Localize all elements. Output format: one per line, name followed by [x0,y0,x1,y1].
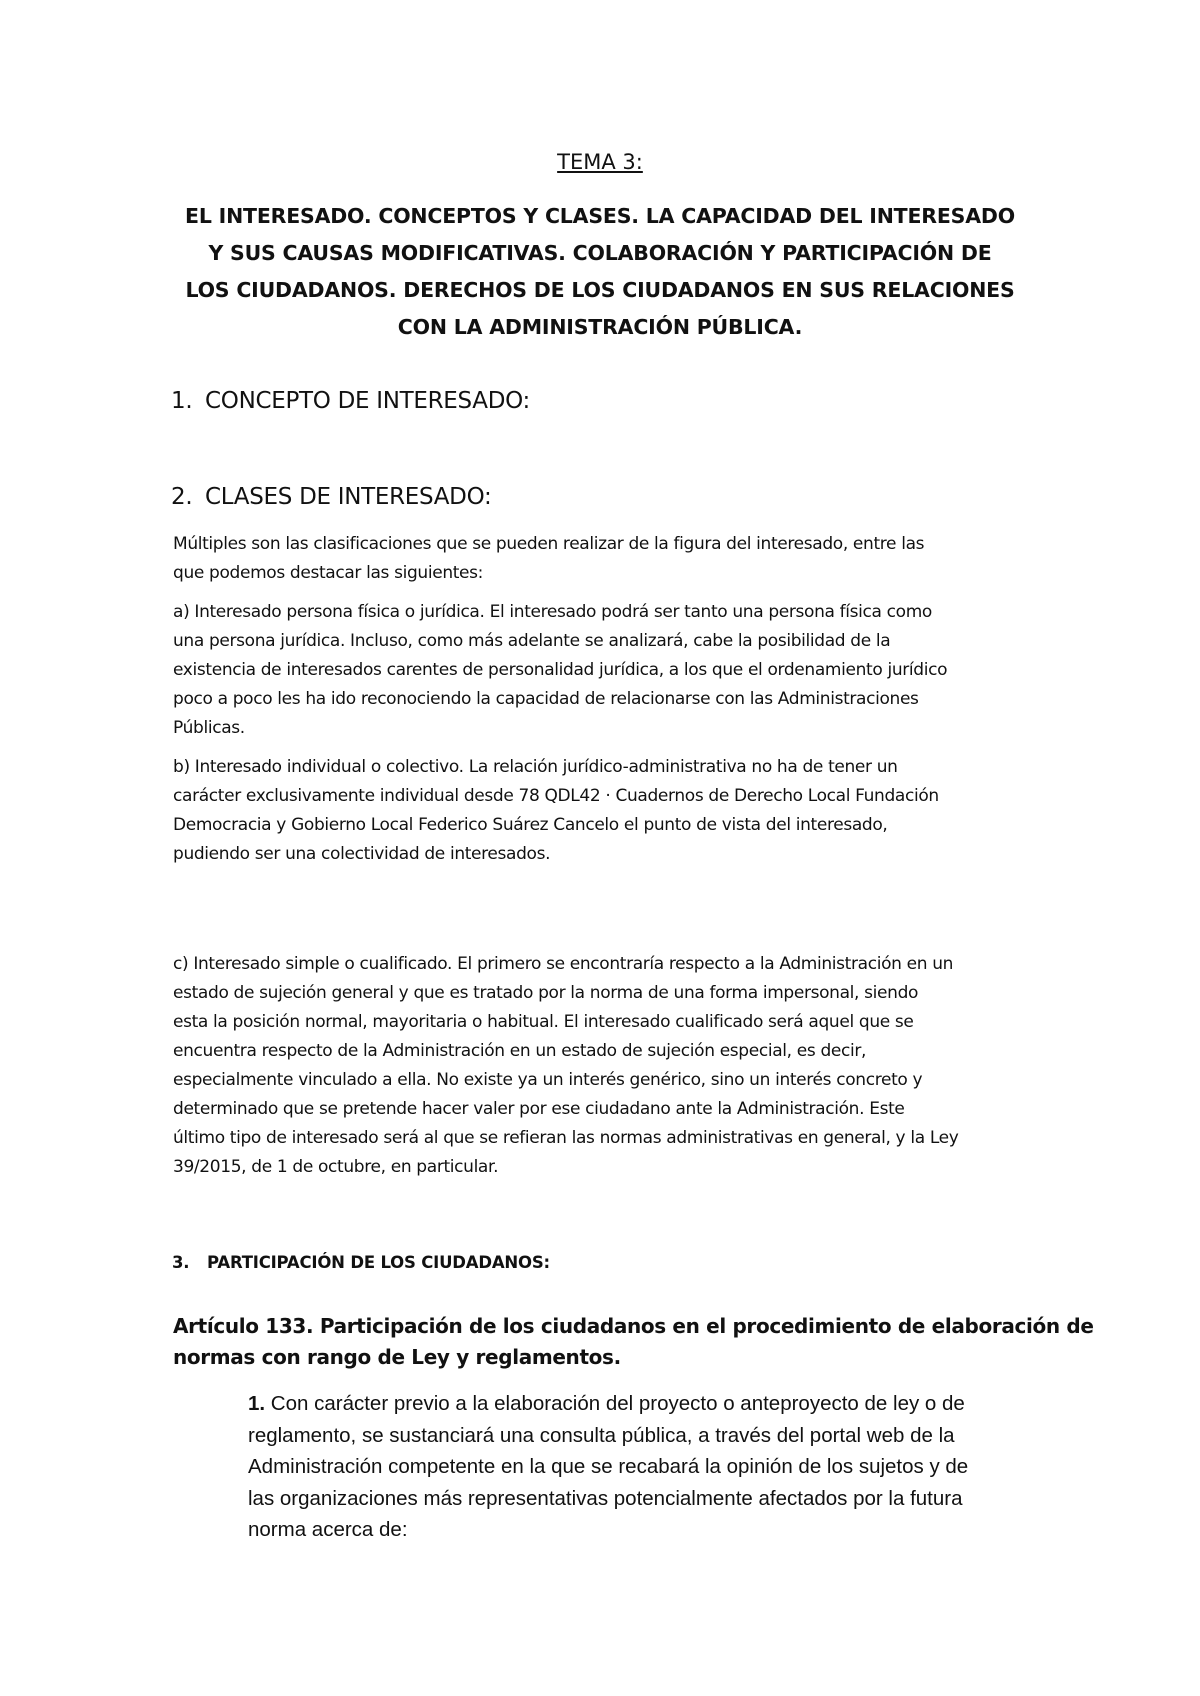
text-line: c) Interesado simple o cualificado. El primero se encontraría respecto a la Administración en un [173,954,954,974]
section-heading-concepto [171,388,530,414]
title-line: LOS CIUDADANOS. DERECHOS DE LOS CIUDADANOS EN SUS RELACIONES [185,278,1015,302]
text-line: una persona jurídica. Incluso, como más adelante se analizará, cabe la posibilidad de la [173,631,891,651]
section-label: CONCEPTO DE INTERESADO: [205,388,530,414]
text-line: a) Interesado persona física o jurídica. El interesado podrá ser tanto una persona física como [173,602,932,622]
text-line: encuentra respecto de la Administración en un estado de sujeción especial, es decir, [173,1041,867,1061]
document-title [160,198,1040,346]
paragraph-a [173,598,1053,743]
text-line: b) Interesado individual o colectivo. La relación jurídico-administrativa no ha de tener un [173,757,898,777]
text-line: poco a poco les ha ido reconociendo la capacidad de relacionarse con las Administraciones [173,689,919,709]
article-title-line: Artículo 133. Participación de los ciudadanos en el procedimiento de elaboración de [173,1314,1094,1338]
section-number: 1. [171,388,193,414]
article-text-line: las organizaciones más representativas potencialmente afectados por la futura [248,1486,963,1510]
article-text-line [248,1388,1048,1420]
intro-paragraph [173,530,1053,588]
article-paragraph-number: 1. [248,1392,266,1415]
text-line: estado de sujeción general y que es tratado por la norma de una forma impersonal, siendo [173,983,919,1003]
topic-number: TEMA 3: [557,150,643,174]
text-line: último tipo de interesado será al que se refieran las normas administrativas en general, y la Ley [173,1128,959,1148]
title-line: CON LA ADMINISTRACIÓN PÚBLICA. [397,315,803,339]
text-line: Públicas. [173,718,245,738]
text-line: existencia de interesados carentes de personalidad jurídica, a los que el ordenamiento jurídico [173,660,948,680]
text-line: especialmente vinculado a ella. No existe ya un interés genérico, sino un interés concreto y [173,1070,923,1090]
text-line: Democracia y Gobierno Local Federico Suárez Cancelo el punto de vista del interesado, [173,815,888,835]
article-text-line: norma acerca de: [248,1518,408,1541]
text-line: que podemos destacar las siguientes: [173,563,484,583]
article-title-line: normas con rango de Ley y reglamentos. [173,1345,621,1369]
section-label: PARTICIPACIÓN DE LOS CIUDADANOS: [207,1253,550,1272]
text-line: 39/2015, de 1 de octubre, en particular. [173,1157,499,1177]
paragraph-c [173,950,1053,1182]
article-text-line: Administración competente en la que se recabará la opinión de los sujetos y de [248,1455,969,1478]
text-line: pudiendo ser una colectividad de interesados. [173,844,551,864]
article-text: Con carácter previo a la elaboración del proyecto o anteproyecto de ley o de [265,1392,965,1415]
article-text-line: reglamento, se sustanciará una consulta pública, a través del portal web de la [248,1423,955,1447]
title-line: EL INTERESADO. CONCEPTOS Y CLASES. LA CAPACIDAD DEL INTERESADO [185,204,1015,228]
title-line: Y SUS CAUSAS MODIFICATIVAS. COLABORACIÓN Y PARTICIPACIÓN DE [208,241,992,265]
article-paragraph [248,1388,1048,1546]
text-line: esta la posición normal, mayoritaria o habitual. El interesado cualificado será aquel que se [173,1012,914,1032]
text-line: Múltiples son las clasificaciones que se pueden realizar de la figura del interesado, entre las [173,534,925,554]
text-line: determinado que se pretende hacer valer por ese ciudadano ante la Administración. Este [173,1099,905,1119]
section-number: 2. [171,484,193,510]
section-label: CLASES DE INTERESADO: [205,484,492,510]
text-line: carácter exclusivamente individual desde 78 QDL42 · Cuadernos de Derecho Local Fundación [173,786,939,806]
article-title [173,1311,1094,1373]
paragraph-b [173,753,1053,869]
section-heading-participacion [172,1253,550,1272]
section-number: 3. [172,1253,190,1272]
section-heading-clases [171,484,492,510]
